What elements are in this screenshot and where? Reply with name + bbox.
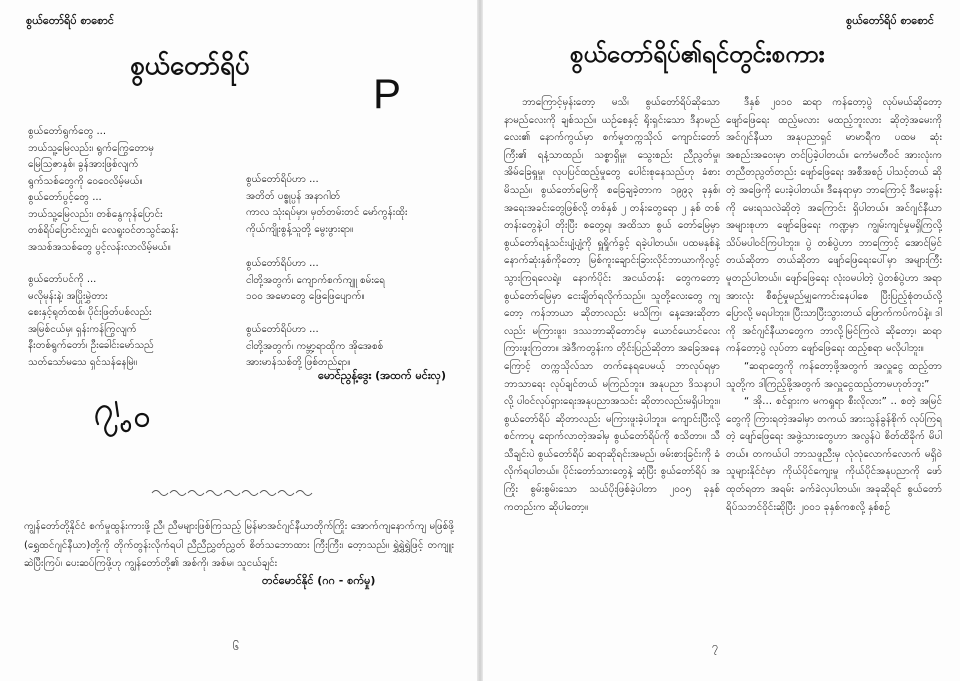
poem-line: စွယ်တော်ပွင့်တွေ ...: [28, 192, 102, 203]
poem-line: နီးတစ်ရွက်တော်၊ ဦးခေါင်းမော်သည်: [28, 340, 154, 351]
poem-author: မောင်ညွန့်ဒွေး (အထက် မင်းလှ): [318, 369, 446, 382]
poem-line: စွယ်တော်ရိပ်ဟာ ...: [246, 174, 319, 185]
poem-line: စေးနှင့်ရုတ်ထစ်၊ ပိုင်းဖြတ်ပစ်လည်း: [28, 307, 152, 318]
poem-line: အမြစ်ငယ်မှ၊ ရှန်းကန်ကြွလျက်: [28, 323, 137, 335]
closing-note: ကျွန်တော်တို့နိုင်ငံ စက်မှုထွန်းကားဖို့ ညီ၊ ညီမများဖြစ်ကြသည့် မြန်မာအင်ဂျင်နီယာတိုက်ကြိုး အောက်ကျနောက်ကျ မဖြစ်ဖို့ (ရွှေထင်ဂျင်နီယာ)တို့ကို တိုက်တွန်းလိုက်ရပါ ညီညီညွှတ်ညွှတ် စိတ်သဘောထား ကြီးကြီး၊ တေ့ာသည်။ ရွှဲရွှဲရွှဲဖြင့် တကျူးဆဲပြီးကြပ်၊ ပေးဆပ်ကြဖို့ဟု ကျွန်တော်တို့၏ အစ်ကို၊ အစ်မ၊ သူငယ်ချင်း: [24, 521, 454, 569]
big-letter-p: P: [373, 70, 402, 117]
poem-stanza: [28, 124, 154, 190]
book-gutter: [477, 0, 483, 681]
running-head-left: စွယ်တော်ရိပ် စာစောင်: [26, 14, 114, 27]
poem-line: ဘယ်သူ့မြေလည်း၊ တစ်နွေကုန်ပြောင်း: [28, 208, 163, 220]
paragraph: ဘာကြောင့်မှန်းတော့ မသိ၊ စွယ်တော်ရိပ်ဆိုသော နာမည်လေးကို ချစ်သည်။ ယဉ်စေနှင့် ရိုးရှင်းသော ဒီနာမည်လေး၏ နောက်ကွယ်မှာ စက်မှုတက္ကသိုလ် ကျောင်းတော်ကြီး၏ ရနံ့သာထည်၊ သစ္စာရှိမှု၊ သွေးစည်း ညီညွတ်မှု၊ အိမ်ခြေရှုမှု၊ လုပပြင်ထည့်မှုတွေ ပေါင်းစုနေသည်ဟု ခံစားမိသည်။ စွယ်တော်မြေကို စခြေချခဲ့တာက ၁၉၉၃ ခုနှစ်၊ အရေးအခင်းတွေဖြစ်လို့ တစ်နှစ် ၂ တန်းတွေရော ၂ နှစ် တစ်တန်းတွေနဲ့ပါ တိုးပြီး စတွေ့ရ၊ အထိသာ စွယ် တော်မြေမှာ စွယ်တော်ရနံ့သင်းပျံ့ပျံ့ကို ရှူရှိုက်ခွင့် ရခဲ့ပါတယ်။ ပထမနှစ်နဲ့ နောက်ဆုံးနှစ်ကိုတော့ မြစ်ကူးချောင်းခြားလိုင်ဘာယာကိုလွင့်သွားကြရလေရဲ့။ နောက်ပိုင်း အငယ်တန်း တွေကတော့ စွယ်တော်မြေမှာ ငေးချိတ်ရလိုက်သည်။ သူတို့လေးတွေ ကျတော့ ကန်ဘာယာ ဆိုတာလည်း မသိကြ၊ နေ့အေးဆိုတာလည်း မကြားဖူး၊ ဒဿဘာဆိုတောင်မှ ယောင်ယောင်လေး ကြားဖူးကြတာ။ အဲဒီကတွန်းက တိုင်းပြည်ဆိုတာ အခြေအနေကြောင့် တက္ကသိုလ်သာ တက်နေရပေမယ့် ဘာလုပ်ရမှာ ဘာသာရေး လုပ်ချင်တယ် မကြည်ဘူး။ အနုပညာ ဒိသနာပါလို့ ပါဝင်လုပ်ရှားရေးအနုပညာအသင်း ဆိုတာလည်းမရှိပါဘူး။ စွယ်တော်ရိပ် ဆိုတာလည်း မကြားဖူးခဲ့ပါဘူး။ ကျောင်းပြီးလို့ စင်ကာပူ ရောက်လာတဲ့အခါမှ စွယ်တော်ရိပ်ကို စသိတာ။ သီသီချင်းပဲ စွယ်တော်ရိပ် ဆရာဆိုရင်းအမည်၊ ဖမ်းစားခြင်းကို ခံလိုက်ရပါတယ်။ ပိုင်းတော်သားတွေနဲ့ ဆုံပြီး စွယ်တော်ရိပ် အကြိုး စွမ်းစွမ်းသော သယ်ပိုးဖြစ်ခဲ့ပါတာ ၂၀၀၅ ခုနှစ်ကတည်းက ဆိုပါတော့။: [504, 97, 720, 513]
page-title-left: စွယ်တော်ရိပ်: [130, 51, 250, 81]
handwritten-signature: [88, 394, 158, 450]
poem-stanza: [246, 322, 383, 372]
poem-line: မြေသြဇာနှစ်၊ ခွန်အားဖြစ်လျက်: [28, 159, 139, 170]
poem-line: အသစ်အသစ်တွေ ပွင့်လန်းလာလိမ့်မယ်။: [28, 241, 171, 253]
ornamental-divider: [150, 488, 320, 500]
left-page: [0, 0, 476, 681]
poem-line: တစ်ရိပ်ပြောင်းလျှင်၊ လေရူးဝင်တသွင်ဆန်း: [28, 225, 179, 236]
poem-stanza: [28, 272, 154, 371]
poem-line: စွယ်တော်ရိပ်ဟာ ...: [246, 258, 319, 269]
poem-line: စွယ်တော်ရွက်တွေ ...: [28, 126, 107, 137]
running-head-right: စွယ်တော်ရိပ် စာစောင်: [846, 14, 934, 27]
paragraph: “ဆရာတွေကို ကန်တော့ဖို့အတွက် အလှူငွေ ထည့်တာ သူတို့က ဒါကြည့်ဖို့အတွက် အလှူငွေထည့်တာမဟုတ်ဘူး”: [726, 360, 942, 390]
page-number-right: ၇: [712, 640, 719, 653]
paragraph: “ အို… စင်ရှားက မကရှုရာ စီးလိုလား” .. စတဲ့ အမြင်တွေကို ကြားရတဲ့အခါမှာ တကယ် အားသွန်ခွန်စိုက် လုပ်ကြရတဲ့ ဖျော်ဖြေရေး အဖွဲ့သားတွေဟာ အလွန်ပဲ စိတ်ထိခိုက် မိပါတယ်။ တကယ်ပါ ဘာသဖူညီးမှ လုံလုံလောက်လောက် မရှိဝဲ သူများနိုင်ငံမှာ ကိုယ်ပိုင်ကျေးမှု ကိုယ်ပိုင်အနုပညာကို ဖော် ထုတ်ရတာ အရမ်း ခက်ခဲလှပါတယ်။ အခုဆိုရင် စွယ်တော်ရိပ်သဘင်ဝိုင်းဆိုပြီး ၂၀၀၁ ခုနှစ်ကစလို့ နှစ်စဉ်: [726, 396, 942, 513]
note-author: တင်မောင်နိုင် (ဂဂ - စက်မှု): [262, 574, 376, 587]
poem-stanza: [246, 172, 408, 238]
poem-stanza: [28, 190, 178, 256]
poem-line: အတိတ် ပစ္စုပ္ပန် အနာဂါတ်: [246, 190, 341, 202]
right-page: [484, 0, 960, 681]
poem-line: မလိုမုန်းနဲ့၊ အပြိုးမွှဲတား: [28, 290, 108, 302]
poem-line: သတ်သော်မသေ ရှင်သန်နေမြဲ။: [28, 356, 137, 368]
poem-line: ငါတို့အတွက်၊ ကျောက်စက်ကျူ စမ်းရေ: [246, 274, 386, 286]
text-column-2: [726, 94, 942, 634]
poem-line: ၁၀၀ အမောတွေ ဖြေဖြေပျောက်။: [246, 291, 365, 302]
poem-line: ကိုယ်ကျိုးစွန့်သူတို့ မွေးဖွားရာ။: [246, 223, 354, 235]
text-column-1: [504, 94, 720, 634]
poem-line: အားမာန်သစ်တို့ ဖြစ်တည်ရာ။: [246, 357, 351, 368]
poem-line: ကာလ သုံးရပ်မှာ၊ မှတ်တမ်းတင် မော်ကွန်းထိုး: [246, 207, 408, 218]
poem-line: ရွက်သစ်တွေကို ဝေဝေလိမ့်မယ်။: [28, 175, 143, 187]
page-title-right: စွယ်တော်ရိပ်၏ရင်တွင်းစကား: [570, 40, 825, 68]
poem-line: ငါတို့အတွက်၊ ကမ္ဘာ့ရာထိုက အိုအေစစ်: [246, 340, 384, 352]
poem-line: စွယ်တော်ပင်ကို ...: [28, 274, 97, 285]
poem-stanza: [246, 256, 385, 306]
paragraph: ဒီနှစ် ၂၀၁၀ ဆရာ ကန်တော့ပွဲ လုပ်မယ်ဆိုတော့ ဖျော်ဖြေရေး ထည့်မလား မထည့်ဘူးလား ဆိုတဲ့အမေးကို အင်ဂျင်နီယာ အနုပညာရှင် မာမာရီက ပထမ ဆုံး အစည်းအဝေးမှာ တင်ပြခဲ့ပါတယ်။ ကောံမတီဝင် အားလုံးက တညီတညွတ်တည်း ဖျော်ဖြေရေး အစီအစဉ် ပါသင့်တယ် ဆိုတဲ့ အဖြေကို ပေးခဲ့ပါတယ်။ ဒီနေရာမှာ ဘာကြောင့် ဒီမေးခွန်းကို မေးရသလဲဆိုတဲ့ အကြောင်း ရှိပါတယ်။ အင်ဂျင်နီယာ အများစုဟာ ဖျော်ဖြေရေး ကဏ္ဍမှာ ကျွမ်းကျင်မှုမရှိကြလို့ သိပ်မပါဝင်ကြပါဘူး။ ပွဲ တစ်ပွဲဟာ ဘာကြောင့် အောင်မြင်တယ်ဆိုတာ တယ်ဆိုတာ ဖျော်ဖြေရေးပေါ်မှာ အများကြီး မူတည်ပါတယ်။ ဖျော်ဖြေရေး လုံးဝမပါတဲ့ ပွဲတစ်ပွဲဟာ အရာအားလုံး စီစဉ်မှုမည်မျှကောင်းနေပါစေ ပြီးပြည့်စုံတယ်လို့ ပြောလို့ မရပါဘူး။ ပြီးသာပြီးသွားတယ် ဖြောက်ကပ်ကပ်နဲ့။ ဒါကို အင်ဂျင်နီယာတွေက ဘာလို့မြင်ကြလဲ ဆိုတော့၊ ဆရာကန်တော့ပွဲ လုပ်တာ ဖျော်ဖြေရေး ထည့်စရာ မလိုပါဘူး။: [726, 97, 942, 355]
page-number-left: ၆: [233, 640, 240, 653]
poem-line: စွယ်တော်ရိပ်ဟာ ...: [246, 324, 319, 335]
poem-line: ဘယ်သူ့မြေလည်း၊ ရွက်ကြွေတောမှ: [28, 142, 154, 154]
